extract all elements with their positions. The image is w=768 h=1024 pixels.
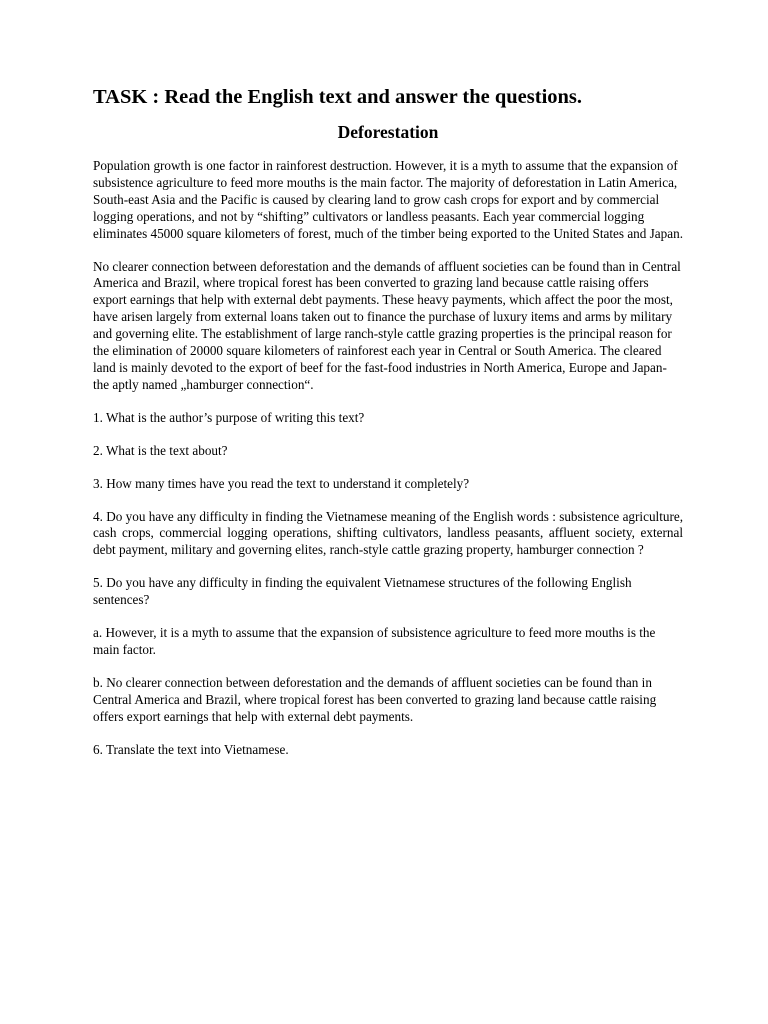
question-1: 1. What is the author’s purpose of writing this text?	[93, 409, 365, 425]
paragraph-1: Population growth is one factor in rainforest destruction. However, it is a myth to assume that the expansion of subsistence agriculture to feed more mouths is the main factor. The majority of deforestation in Latin America, South-east Asia and the Pacific is caused by clearing land to grow cash crops for export and by commercial logging operations, and not by “shifting” cultivators or landless peasants. Each year commercial logging eliminates 45000 square kilometers of forest, much of the timber being exported to the United States and Japan.	[93, 158, 683, 241]
question-3: 3. How many times have you read the text to understand it completely?	[93, 475, 470, 491]
paragraph-2: No clearer connection between deforestation and the demands of affluent societies can be found than in Central America and Brazil, where tropical forest has been converted to grazing land because cattle raising offers export earnings that help with external debt payments. These heavy payments, which affect the poor the most, have arisen largely from external loans taken out to finance the purchase of luxury items and arms by military and governing elite. The establishment of large ranch-style cattle grazing properties is the principal reason for the elimination of 20000 square kilometers of rainforest each year in Central or South America. The cleared land is mainly devoted to the export of beef for the fast-food industries in North America, Europe and Japan- the aptly named „hamburger connection“.	[93, 258, 681, 392]
question-5: 5. Do you have any difficulty in finding the equivalent Vietnamese structures of the following English sentences?	[93, 575, 632, 608]
question-4: 4. Do you have any difficulty in finding the Vietnamese meaning of the English words : subsistence agriculture, cash crops, commercial logging operations, shifting cultivators, landless peasants, affluent society, external debt payment, military and governing elites, ranch-style cattle grazing property, hamburger connection ?	[93, 508, 683, 558]
question-2: 2. What is the text about?	[93, 442, 228, 458]
question-6: 6. Translate the text into Vietnamese.	[93, 741, 289, 757]
document-title: Deforestation	[337, 122, 439, 142]
question-5a: a. However, it is a myth to assume that the expansion of subsistence agriculture to feed more mouths is the main factor.	[93, 625, 656, 657]
question-5b: b. No clearer connection between deforestation and the demands of affluent societies can be found than in Central America and Brazil, where tropical forest has been converted to grazing land because cattle raising offers export earnings that help with external debt payments.	[93, 674, 657, 724]
task-heading: TASK : Read the English text and answer the questions.	[93, 86, 583, 108]
document-page	[93, 86, 683, 774]
